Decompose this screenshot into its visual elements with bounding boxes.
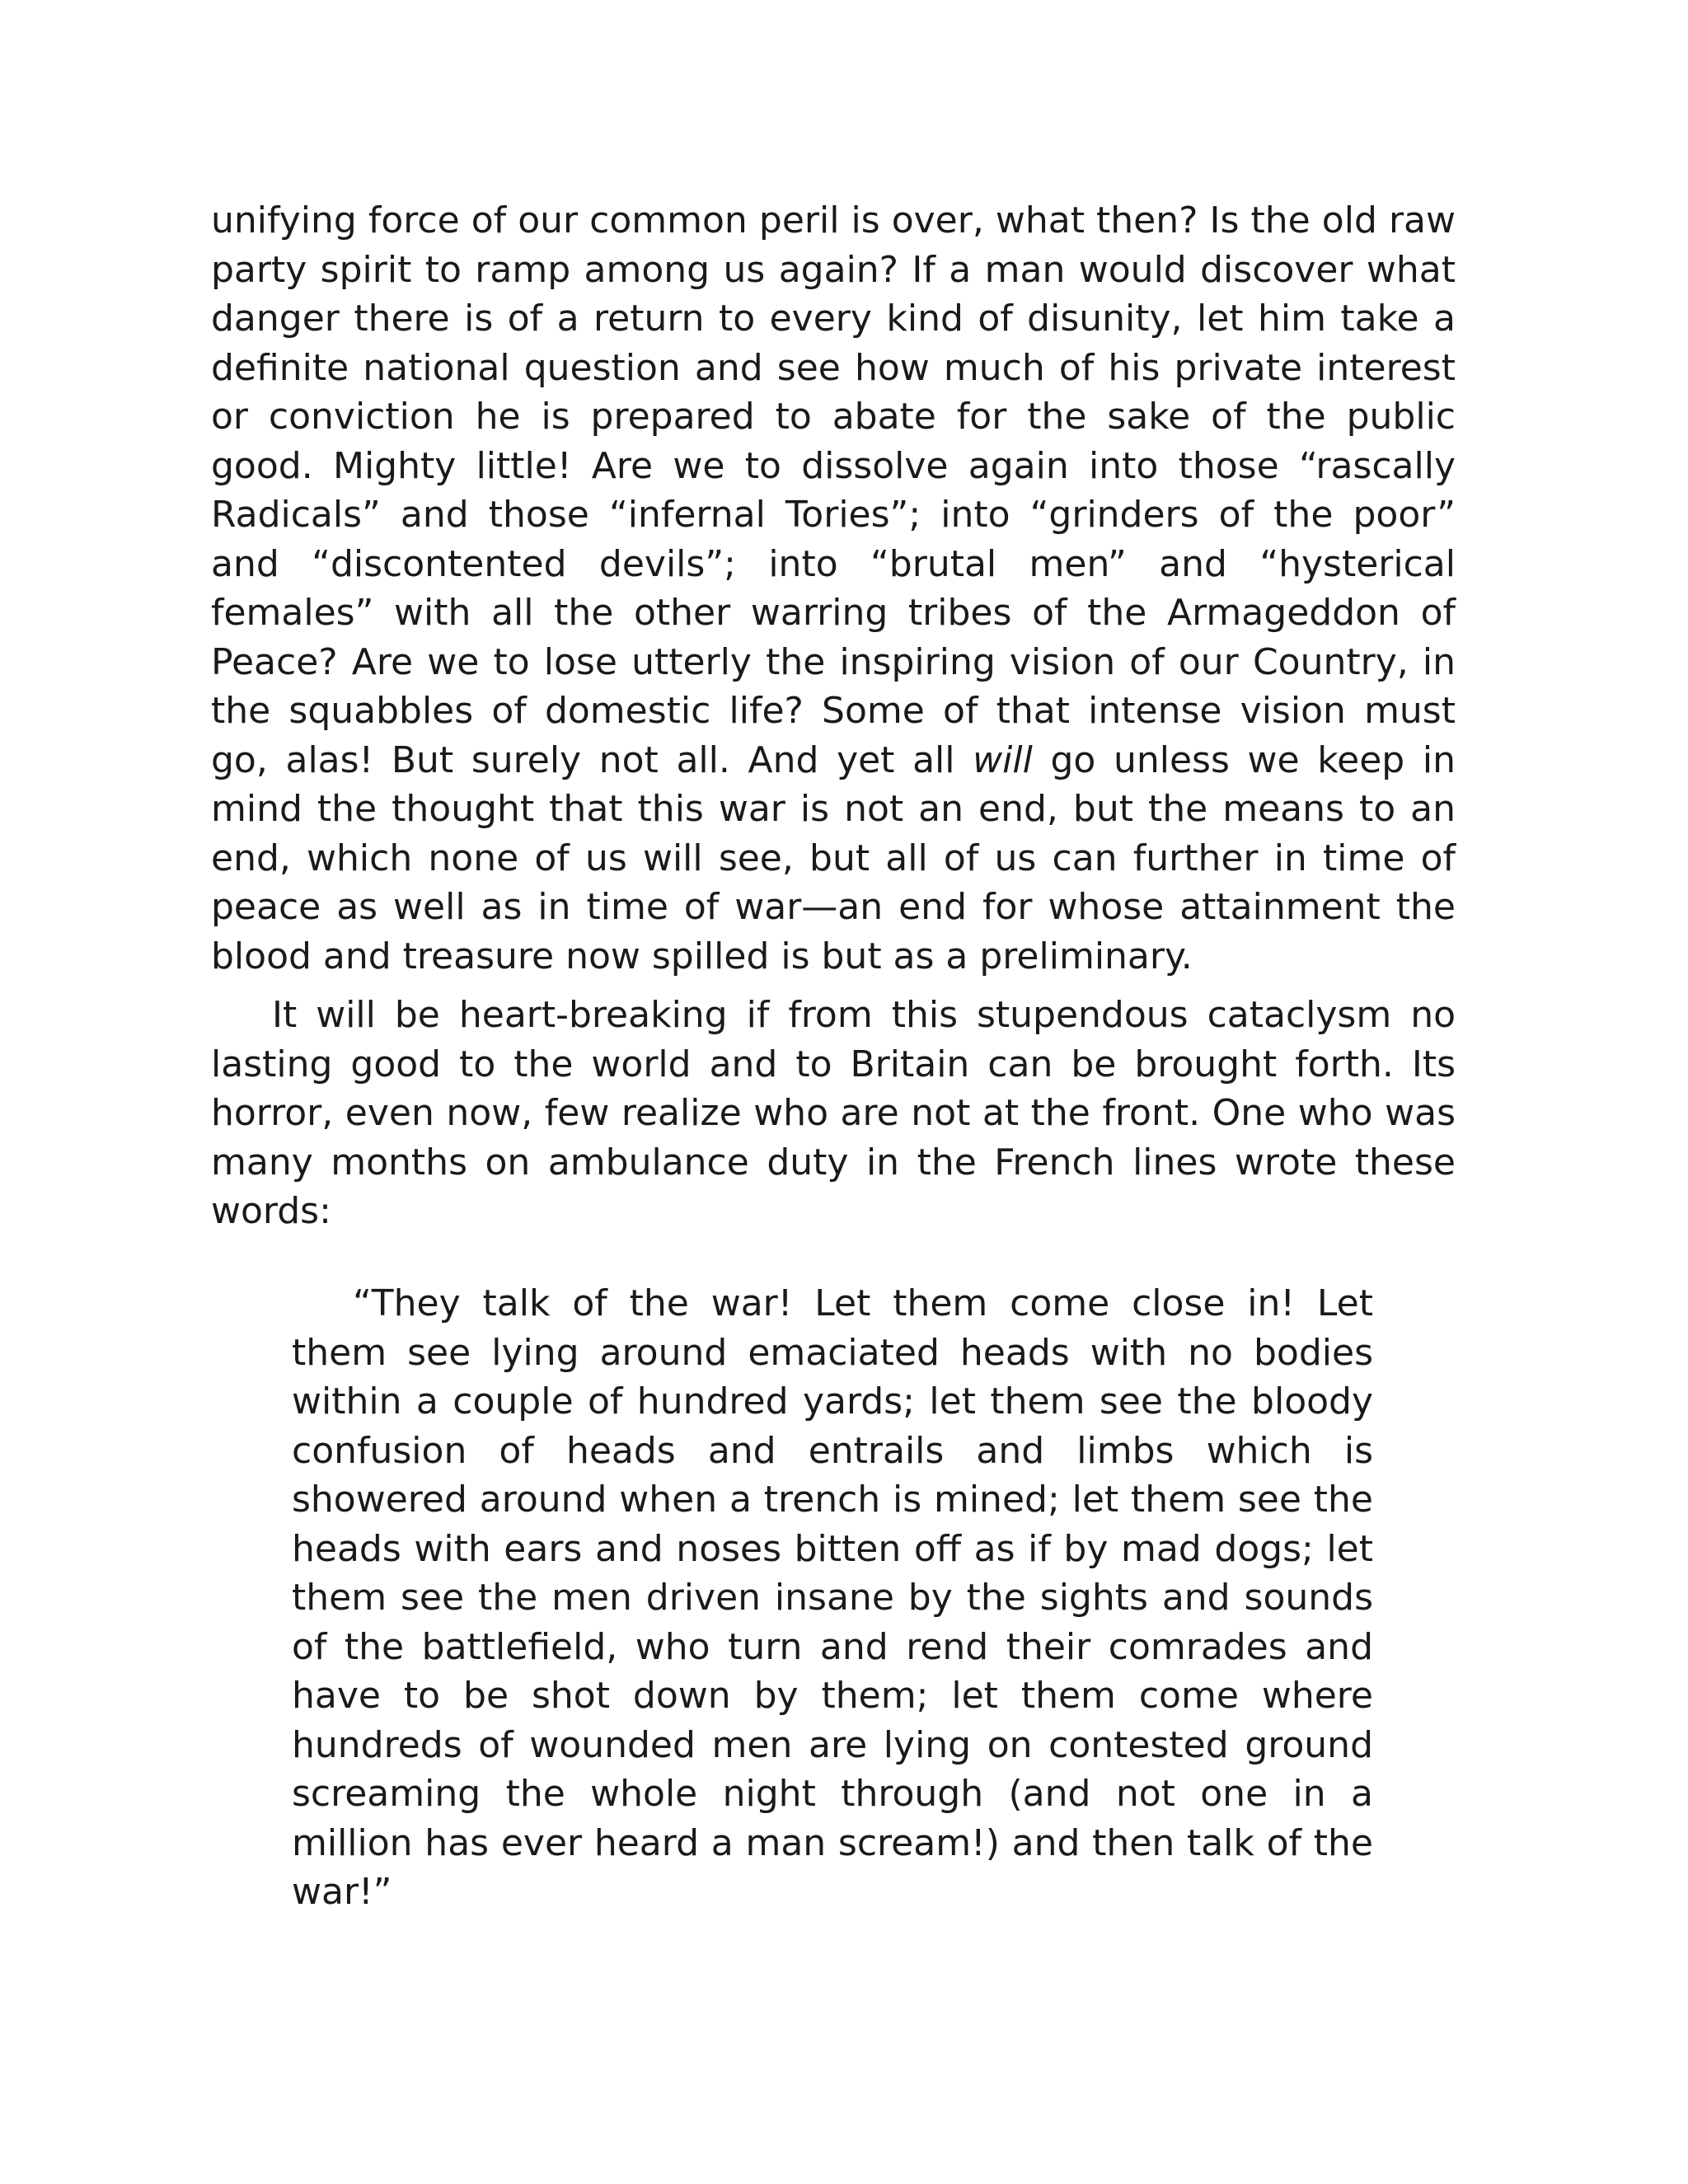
block-quote xyxy=(292,1279,1373,1917)
paragraph-1 xyxy=(211,196,1456,981)
quote-paragraph: “They talk of the war! Let them come close in! Let them see lying around emaciated heads with no bodies within a couple of hundred yards; let them see the bloody confusion of heads and entrails and limbs which is showered around when a trench is mined; let them see the heads with ears and noses bitten off as if by mad dogs; let them see the men driven insane by the sights and sounds of the battlefield, who turn and rend their comrades and have to be shot down by them; let them come where hundreds of wounded men are lying on contested ground screaming the whole night through (and not one in a million has ever heard a man scream!) and then talk of the war!” xyxy=(292,1282,1373,1913)
body-text xyxy=(211,196,1456,1236)
emphasis-will: will xyxy=(973,738,1033,781)
paragraph-1-text-start: unifying force of our common peril is over, what then? Is the old raw party spirit to ramp among us again? If a man would discover what danger there is of a return to every kind of disunity, let him take a definite national question and see how much of his private interest or conviction he is prepared to abate for the sake of the public good. Mighty little! Are we to dissolve again into those “rascally Radicals” and those “infernal Tories”; into “grinders of the poor” and “discontented devils”; into “brutal men” and “hysterical females” with all the other warring tribes of the Armageddon of Peace? Are we to lose utterly the inspiring vision of our Country, in the squabbles of domestic life? Some of that intense vision must go, alas! But surely not all. And yet all xyxy=(211,199,1456,781)
paragraph-2: It will be heart-breaking if from this stupendous cataclysm no lasting good to the world and to Britain can be brought forth. Its horror, even now, few realize who are not at the front. One who was many months on ambulance duty in the French lines wrote these words: xyxy=(211,994,1456,1232)
paragraph-1-text-end: go unless we keep in mind the thought that this war is not an end, but the means to an end, which none of us will see, but all of us can further in time of peace as well as in time of war—an end for whose attainment the blood and treasure now spilled is but as a preliminary. xyxy=(211,738,1456,977)
